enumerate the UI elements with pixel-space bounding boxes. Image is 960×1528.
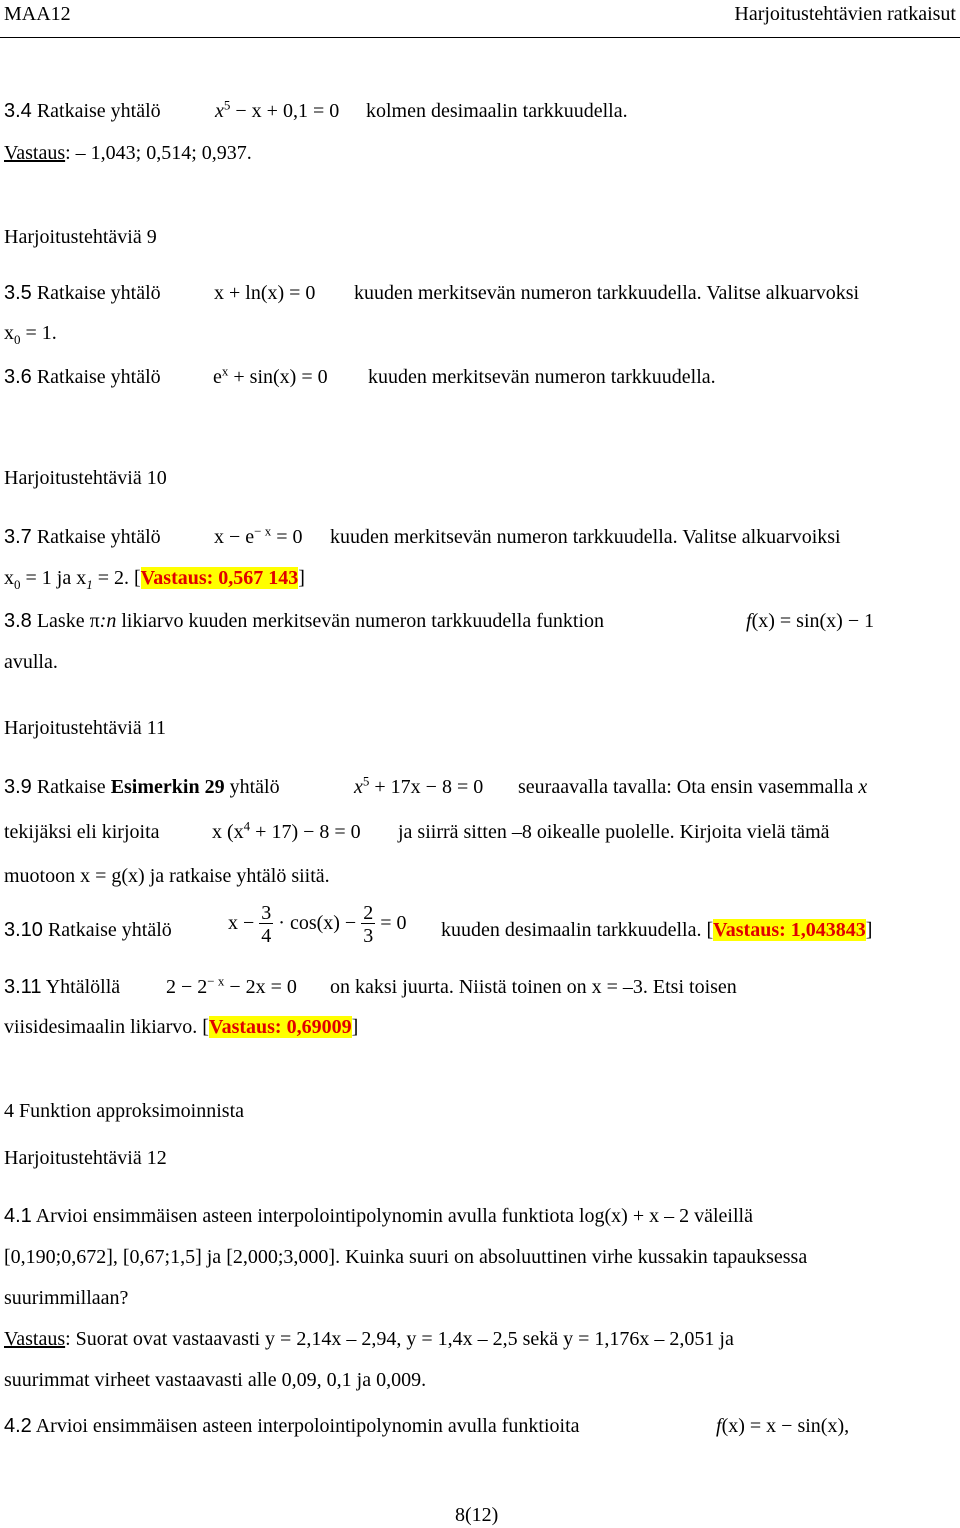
answer-4-1: Vastaus: Suorat ovat vastaavasti y = 2,14x – 2,94, y = 1,4x – 2,5 sekä y = 1,176x – 2,051 ja [4,1328,734,1350]
header-left: MAA12 [4,3,71,25]
fraction-two-thirds: $\frac{2}{3}$ [363,902,374,947]
heading-exercises-11: Harjoitustehtäviä 11 [4,717,166,739]
chapter-title: 4 Funktion approksimoinnista [4,1100,244,1122]
exercise-3-8: 3.8 Laske π:n likiarvo kuuden merkitsevän numeron tarkkuudella funktion [4,610,604,632]
exercise-3-11: 3.11 Yhtälöllä [4,976,121,998]
equation-3-7: $x - e^{- x} = 0$ [214,523,303,548]
exercise-3-4-suffix: kolmen desimaalin tarkkuudella. [366,100,628,122]
answer-4-1-line2: suurimmat virheet vastaavasti alle 0,09, 0,1 ja 0,009. [4,1369,427,1391]
exercise-3-10: 3.10 Ratkaise yhtälö [4,919,172,941]
exercise-3-5: 3.5 Ratkaise yhtälö [4,282,161,304]
exercise-3-9-line2: tekijäksi eli kirjoita [4,821,160,843]
equation-3-5: x + ln(x) = 0 [214,282,316,304]
exercise-3-6-suffix: kuuden merkitsevän numeron tarkkuudella. [368,366,716,388]
equation-3-8: f(x) = sin(x) − 1 [746,610,875,632]
exercise-3-7-initial: $x_0 = 1$ ja $x_1 = 2$. [Vastaus: 0,567 143] [4,567,305,592]
header-rule [0,37,960,38]
exercise-3-5-suffix: kuuden merkitsevän numeron tarkkuudella. Valitse alkuarvoksi [354,282,860,304]
equation-3-10: x − $\frac{3}{4}$ · cos(x) − $\frac{2}{3}$ = 0 [228,902,407,947]
exercise-4-1-line3: suurimmillaan? [4,1287,129,1309]
equation-3-9-factored: x $(x^4 + 17) - 8 = 0$ [212,818,361,843]
exercise-3-9-line3: muotoon x = g(x) ja ratkaise yhtälö siitä. [4,865,330,887]
heading-exercises-10: Harjoitustehtäviä 10 [4,467,167,489]
fraction-three-quarters: $\frac{3}{4}$ [261,902,272,947]
answer-3-7-highlight: Vastaus: 0,567 143 [140,567,299,589]
heading-exercises-12: Harjoitustehtäviä 12 [4,1147,167,1169]
exercise-3-5-initial: $x_0 = 1$. [4,322,57,347]
page-number: 8(12) [455,1504,499,1526]
heading-exercises-9: Harjoitustehtäviä 9 [4,226,157,248]
exercise-3-9: 3.9 Ratkaise Esimerkin 29 yhtälö [4,776,280,798]
exercise-3-11-line2: viisidesimaalin likiarvo. [Vastaus: 0,69009] [4,1016,359,1038]
exercise-4-2: 4.2 Arvioi ensimmäisen asteen interpolointipolynomin avulla funktioita [4,1415,580,1437]
equation-3-4: $x^5 - x + 0,1 = 0$ [215,97,340,122]
exercise-3-11-suffix: on kaksi juurta. Niistä toinen on x = –3. Etsi toisen [330,976,737,998]
equation-3-9: $x^5 + 17x - 8 = 0$ [354,773,484,798]
exercise-3-10-suffix: kuuden desimaalin tarkkuudella. [Vastaus: 1,043843] [441,919,873,941]
exercise-3-4: 3.4 Ratkaise yhtälö [4,100,161,122]
exercise-3-8-cont: avulla. [4,651,58,673]
exercise-4-1: 4.1 Arvioi ensimmäisen asteen interpolointipolynomin avulla funktiota log(x) + x – 2 väleillä [4,1205,753,1227]
exercise-number: 3.4 [4,100,32,122]
answer-3-11-highlight: Vastaus: 0,69009 [208,1016,352,1038]
answer-3-4: Vastaus: – 1,043; 0,514; 0,937. [4,142,252,164]
answer-3-10-highlight: Vastaus: 1,043843 [713,919,866,941]
exercise-3-7: 3.7 Ratkaise yhtälö [4,526,161,548]
exercise-3-9-suffix: seuraavalla tavalla: Ota ensin vasemmalla x [518,776,868,798]
header-right: Harjoitustehtävien ratkaisut [734,3,956,25]
equation-3-6: $e^x + \sin(x) = 0$ [213,363,328,388]
exercise-3-9-line2-suffix: ja siirrä sitten –8 oikealle puolelle. Kirjoita vielä tämä [398,821,830,843]
exercise-3-6: 3.6 Ratkaise yhtälö [4,366,161,388]
exercise-4-1-line2: [0,190;0,672], [0,67;1,5] ja [2,000;3,000]. Kuinka suuri on absoluuttinen virhe kussakin tapauksessa [4,1246,808,1268]
equation-4-2: f(x) = x − sin(x), [716,1415,850,1437]
equation-3-11: $2 - 2^{- x} - 2x = 0$ [166,973,297,998]
exercise-3-7-suffix: kuuden merkitsevän numeron tarkkuudella. Valitse alkuarvoiksi [330,526,841,548]
